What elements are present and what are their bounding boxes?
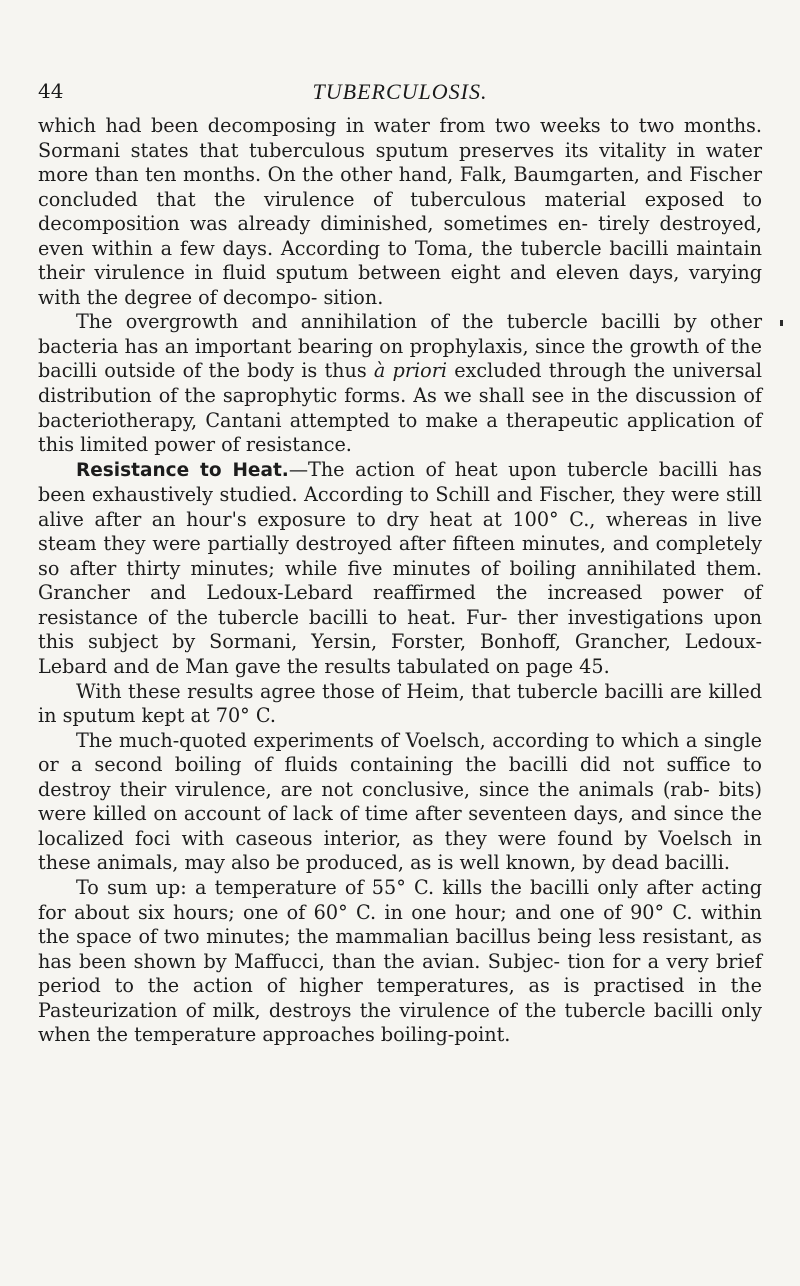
paragraph-text: excluded through the universal distribution of the saprophytic forms. As we shall see in the discussion of bacteriotherapy, Cantani attempted to make a therapeutic application of this limited power of resistance.	[38, 359, 762, 457]
paragraph-heim: With these results agree those of Heim, that tubercle bacilli are killed in sputum kept at 70° C.	[38, 679, 762, 728]
paragraph-voelsch: The much-quoted experiments of Voelsch, according to which a single or a second boiling of fluids containing the bacilli did not suffice to destroy their virulence, are not conclusive, since the animals (rab- bits) were killed on account of lack of time after seventeen days, and since the localized foci with caseous interior, as they were found by Voelsch in these animals, may also be produced, as is well known, by dead bacilli.	[38, 728, 762, 875]
paragraph-summary: To sum up: a temperature of 55° C. kills the bacilli only after acting for about six hours; one of 60° C. in one hour; and one of 90° C. within the space of two minutes; the mammalian bacillus being less resistant, as has been shown by Maffucci, than the avian. Subjec- tion for a very brief period to the action of higher temperatures, as is practised in the Pasteurization of milk, destroys the virulence of the tubercle bacilli only when the temperature approaches boiling-point.	[38, 875, 762, 1047]
paragraph-overgrowth	[38, 310, 762, 457]
page-number: 44	[38, 79, 64, 103]
paragraph-text: The overgrowth and annihilation of the tubercle bacilli by other bacteria has an important bearing on prophylaxis, since the growth of the bacilli outside of the body is thus	[38, 310, 762, 383]
paragraph-text: —The action of heat upon tubercle bacilli has been exhaustively studied. According to Schill and Fischer, they were still alive after an hour's exposure to dry heat at 100° C., whereas in live steam they were partially destroyed after fifteen minutes, and completely so after thirty minutes; while five minutes of boiling annihilated them. Grancher and Ledoux-Lebard reaffirmed the increased power of resistance of the tubercle bacilli to heat. Fur- ther investigations upon this subject by Sormani, Yersin, Forster, Bonhoff, Grancher, Ledoux-Lebard and de Man gave the results tabulated on page 45.	[38, 457, 762, 679]
paragraph-continuation: which had been decomposing in water from two weeks to two months. Sormani states that tuberculous sputum preserves its vitality in water more than ten months. On the other hand, Falk, Baumgarten, and Fischer concluded that the virulence of tuberculous material exposed to decomposition was already diminished, sometimes en- tirely destroyed, even within a few days. According to Toma, the tubercle bacilli maintain their virulence in fluid sputum between eight and eleven days, varying with the degree of decompo- sition.	[38, 114, 762, 309]
body-text	[38, 114, 762, 1048]
paragraph-resistance-to-heat	[38, 458, 762, 680]
section-heading: Resistance to Heat.	[76, 459, 289, 481]
running-head: TUBERCULOSIS.	[312, 79, 488, 104]
italic-term: à priori	[373, 359, 448, 383]
scan-artifact-mark	[780, 320, 783, 326]
